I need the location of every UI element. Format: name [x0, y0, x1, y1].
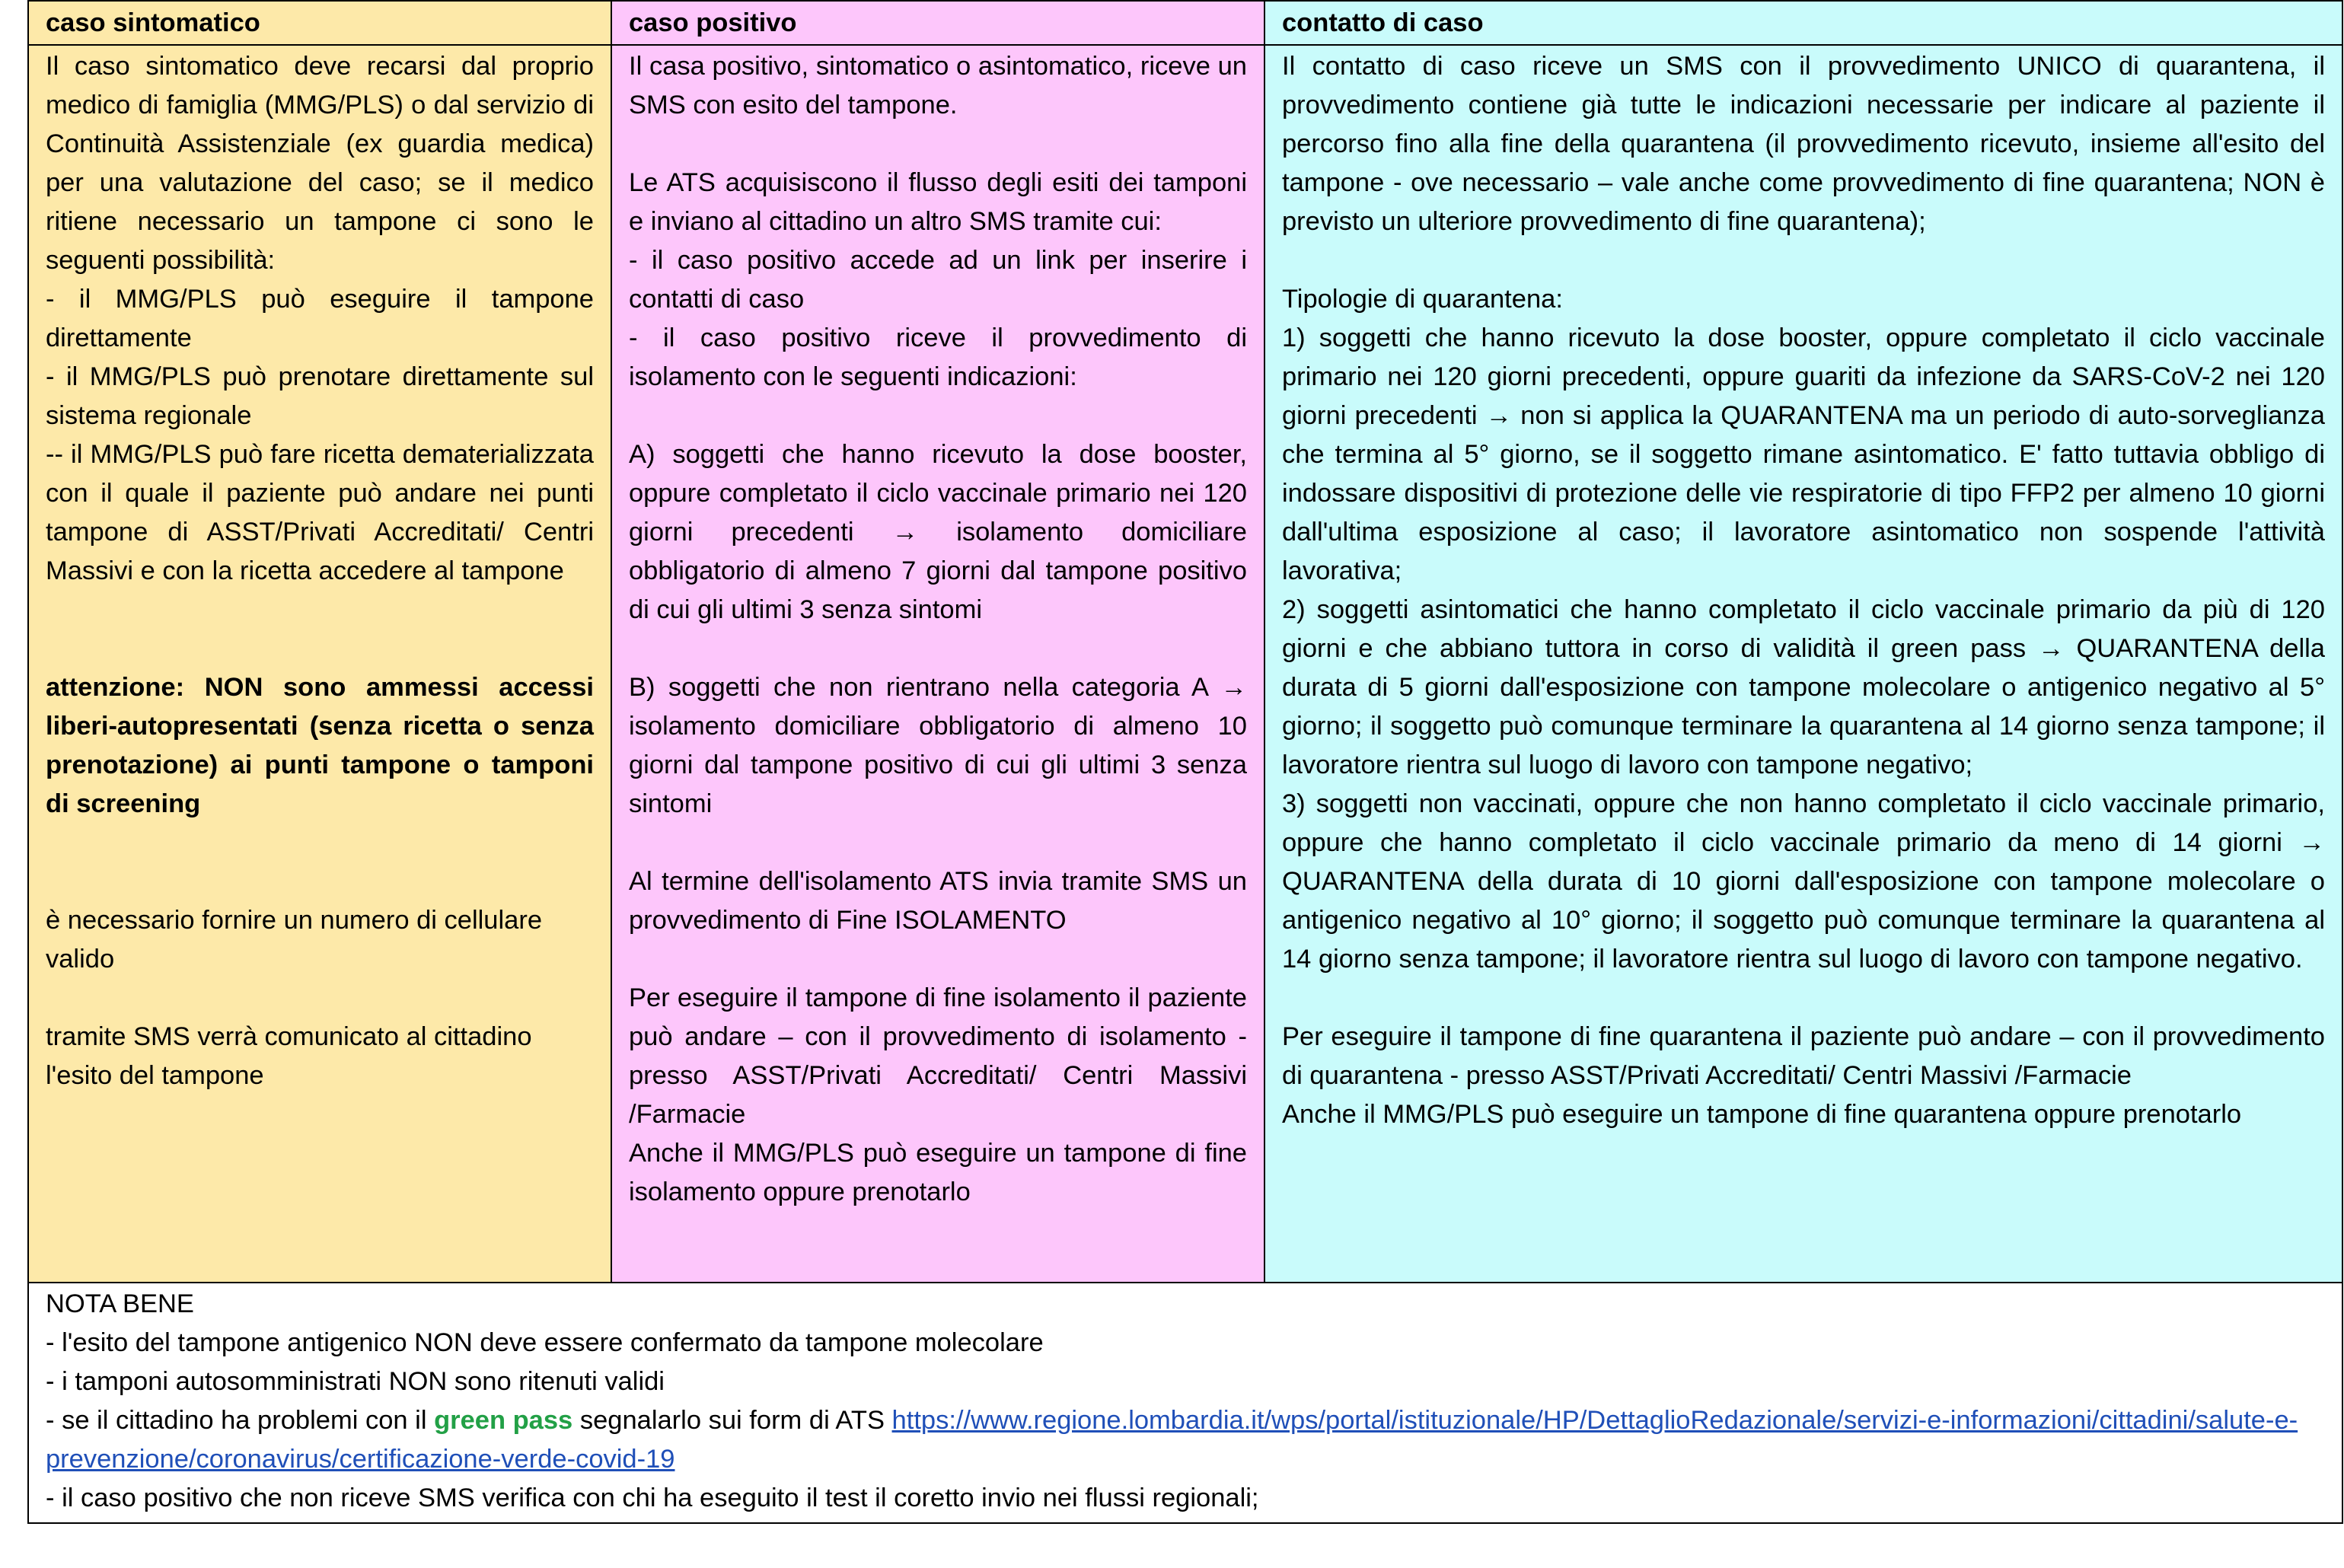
nota-line-1: - l'esito del tampone antigenico NON deve essere confermato da tampone molecolare — [46, 1328, 1044, 1357]
sintomatico-option-1: - il MMG/PLS può eseguire il tampone direttamente — [46, 285, 594, 352]
positivo-end-isolation: Al termine dell'isolamento ATS invia tramite SMS un provvedimento di Fine ISOLAMENTO — [629, 867, 1247, 935]
sintomatico-intro: Il caso sintomatico deve recarsi dal proprio medico di famiglia (MMG/PLS) o dal servizio di Continuità Assistenziale (ex guardia medica) per una valutazione del caso; se il medico ritiene necessario un tampone ci sono le seguenti possibilità: — [46, 52, 594, 275]
caso-positivo-cell — [611, 45, 1264, 1283]
content-row — [28, 45, 2342, 1283]
nota-line-4: - il caso positivo che non riceve SMS verifica con chi ha eseguito il test il coretto invio nei flussi regionali; — [46, 1484, 1259, 1512]
contatto-type-1: 1) soggetti che hanno ricevuto la dose booster, oppure completato il ciclo vaccinale primario nei 120 giorni precedenti, oppure guariti da infezione da SARS-CoV-2 nei 120 giorni precedenti → non si applica la QUARANTENA ma un periodo di auto-sorveglianza che termina al 5° giorno, se il soggetto rimane asintomatico. E' fatto tuttavia obbligo di indossare dispositivi di protezione delle vie respiratorie di tipo FFP2 per almeno 10 giorni dall'ultima esposizione al caso; il lavoratore asintomatico non sospende l'attività lavorativa; — [1282, 323, 2325, 585]
positivo-category-b: B) soggetti che non rientrano nella categoria A → isolamento domiciliare obbligatorio di almeno 10 giorni dal tampone positivo di cui gli ultimi 3 senza sintomi — [629, 673, 1247, 818]
caso-sintomatico-cell — [28, 45, 611, 1283]
nota-line-2: - i tamponi autosomministrati NON sono ritenuti validi — [46, 1367, 665, 1396]
positivo-ats-flow: Le ATS acquisiscono il flusso degli esiti dei tamponi e inviano al cittadino un altro SMS tramite cui: — [629, 168, 1247, 236]
contatto-type-2: 2) soggetti asintomatici che hanno completato il ciclo vaccinale primario da più di 120 giorni e che abbiano tuttora in corso di validità il green pass → QUARANTENA della durata di 5 giorni dall'esposizione con tampone molecolare o antigenico negativo al 5° giorno; il soggetto può comunque terminare la quarantena al 14 giorno senza tampone; il lavoratore rientra sul luogo di lavoro con tampone negativo; — [1282, 595, 2325, 779]
nota-bene-row — [28, 1283, 2342, 1523]
header-row — [28, 1, 2342, 45]
sintomatico-phone-note: è necessario fornire un numero di cellulare valido — [46, 906, 543, 974]
nota-line-3-prefix: - se il cittadino ha problemi con il — [46, 1406, 435, 1435]
positivo-option-2: - il caso positivo riceve il provvedimento di isolamento con le seguenti indicazioni: — [629, 323, 1247, 391]
contatto-type-3: 3) soggetti non vaccinati, oppure che non hanno completato il ciclo vaccinale primario, oppure che hanno completato il ciclo vaccinale primario da meno di 14 giorni → QUARANTENA della durata di 10 giorni dall'esposizione con tampone molecolare o antigenico negativo al 10° giorno; il soggetto può comunque terminare la quarantena al 14 giorno senza tampone; il lavoratore rientra sul luogo di lavoro con tampone negativo. — [1282, 789, 2325, 974]
contatto-types-heading: Tipologie di quarantena: — [1282, 285, 1563, 314]
sintomatico-warning: attenzione: NON sono ammessi accessi liberi-autopresentati (senza ricetta o senza prenotazione) ai punti tampone o tamponi di screening — [46, 673, 594, 818]
nota-bene-cell — [28, 1283, 2342, 1523]
sintomatico-option-3: -- il MMG/PLS può fare ricetta dematerializzata con il quale il paziente può andare nei punti tampone di ASST/Privati Accreditati/ Centri Massivi e con la ricetta accedere al tampone — [46, 440, 594, 585]
sintomatico-sms-note: tramite SMS verrà comunicato al cittadino l'esito del tampone — [46, 1022, 532, 1090]
contatto-intro: Il contatto di caso riceve un SMS con il provvedimento UNICO di quarantena, il provvedimento contiene già tutte le indicazioni necessarie per indicare al paziente il percorso fino alla fine della quarantena (il provvedimento ricevuto, insieme all'esito del tampone - ove necessario – vale anche come provvedimento di fine quarantena; NON è previsto un ulteriore provvedimento di fine quarantena); — [1282, 52, 2325, 236]
positivo-swab-info: Per eseguire il tampone di fine isolamento il paziente può andare – con il provvedimento di isolamento - presso ASST/Privati Accreditati/ Centri Massivi /Farmacie — [629, 983, 1247, 1129]
green-pass-highlight: green pass — [434, 1406, 573, 1435]
positivo-option-1: - il caso positivo accede ad un link per inserire i contatti di caso — [629, 246, 1247, 314]
contatto-di-caso-cell — [1264, 45, 2342, 1283]
nota-line-3 — [46, 1401, 2325, 1479]
header-caso-positivo: caso positivo — [611, 1, 1264, 45]
nota-line-3-mid: segnalarlo sui form di ATS — [572, 1406, 892, 1435]
positivo-mmg-info: Anche il MMG/PLS può eseguire un tampone di fine isolamento oppure prenotarlo — [629, 1139, 1247, 1206]
contatto-mmg-info: Anche il MMG/PLS può eseguire un tampone di fine quarantena oppure prenotarlo — [1282, 1100, 2242, 1129]
regione-lombardia-link[interactable]: https://www.regione.lombardia.it/wps/portal/istituzionale/HP/DettaglioRedazionale/servizi-e-informazioni/cittadini/salute-e-prevenzione/coronavirus/certificazione-verde-covid-19 — [46, 1406, 2298, 1474]
header-caso-sintomatico: caso sintomatico — [28, 1, 611, 45]
contatto-swab-info: Per eseguire il tampone di fine quarantena il paziente può andare – con il provvedimento di quarantena - presso ASST/Privati Accreditati/ Centri Massivi /Farmacie — [1282, 1022, 2325, 1090]
nota-bene-title: NOTA BENE — [46, 1289, 194, 1318]
header-contatto-di-caso: contatto di caso — [1264, 1, 2342, 45]
positivo-intro: Il casa positivo, sintomatico o asintomatico, riceve un SMS con esito del tampone. — [629, 52, 1247, 120]
positivo-category-a: A) soggetti che hanno ricevuto la dose booster, oppure completato il ciclo vaccinale primario nei 120 giorni precedenti → isolamento domiciliare obbligatorio di almeno 7 giorni dal tampone positivo di cui gli ultimi 3 senza sintomi — [629, 440, 1247, 624]
sintomatico-option-2: - il MMG/PLS può prenotare direttamente sul sistema regionale — [46, 362, 594, 430]
covid-procedures-table — [27, 0, 2343, 1524]
